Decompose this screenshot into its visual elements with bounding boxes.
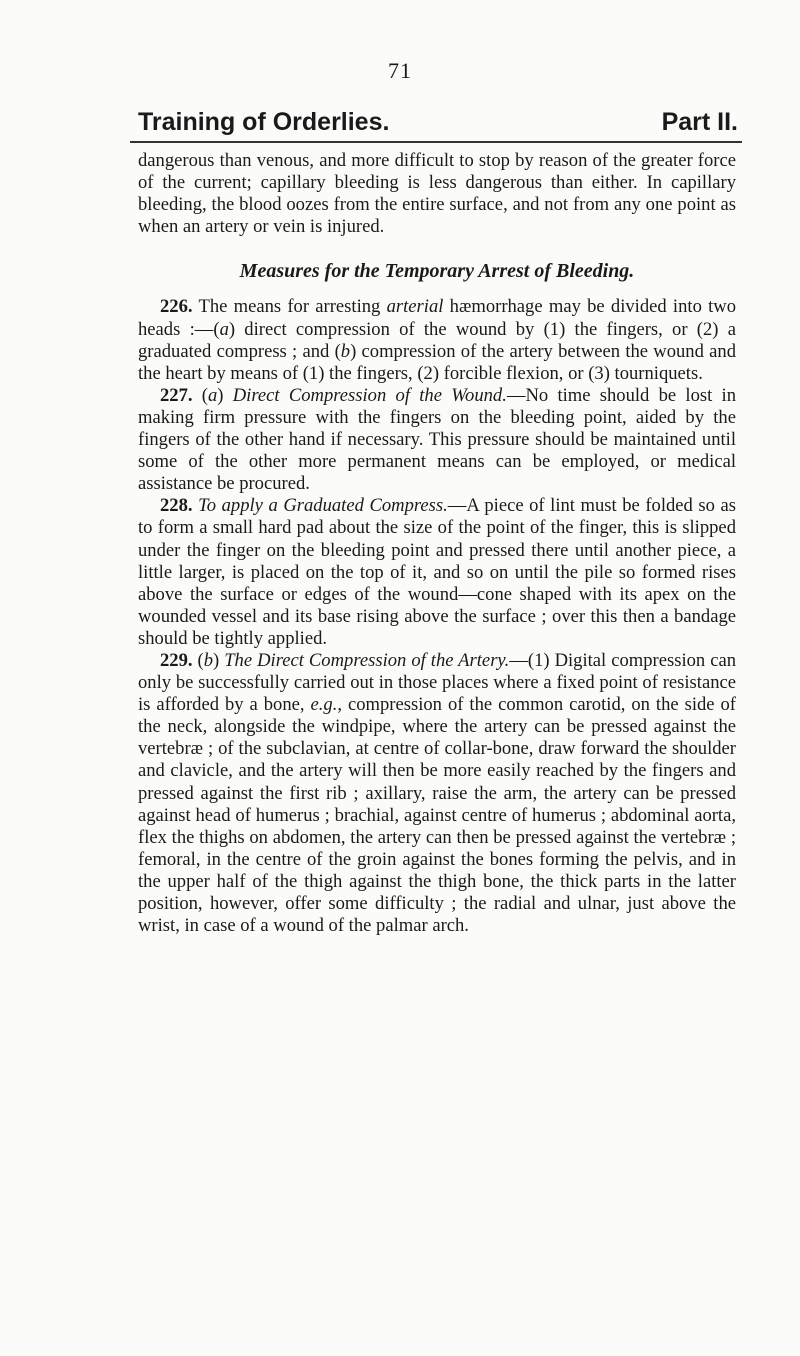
page-number: 71 [388, 58, 412, 83]
paragraph-229: 229. (b) The Direct Compression of the Artery.—(1) Digital compression can only be successfully carried out in those places where a fixed point of resistance is afforded by a bone, e.g., compression of the common carotid, on the side of the neck, alongside the windpipe, where the artery can be pressed against the vertebræ ; of the subclavian, at centre of collar-bone, draw forward the shoulder and clavicle, and the artery will then be more easily reached by the fingers and pressed against the first rib ; axillary, raise the arm, the artery can be pressed against head of humerus ; brachial, against centre of humerus ; abdominal aorta, flex the thighs on abdomen, the artery can then be pressed against the vertebræ ; femoral, in the centre of the groin against the bones forming the pelvis, and in the upper half of the thigh against the thigh bone, the thick parts in the latter position, however, offer some difficulty ; the radial and ulnar, just above the wrist, in case of a wound of the palmar arch. [138, 649, 737, 937]
paragraph-number: 227. [160, 384, 193, 406]
body-text [138, 150, 736, 937]
paragraph-number: 229. [160, 649, 193, 671]
paragraph-227: 227. (a) Direct Compression of the Wound.—No time should be lost in making firm pressure with the fingers on the bleeding point, aided by the fingers of the other hand if necessary. This pressure should be maintained until some of the other more permanent means can be employed, or medical assistance be procured. [138, 384, 736, 495]
paragraph-number: 226. [160, 296, 193, 318]
running-header-part: Part II. [661, 108, 738, 136]
running-header-title: Training of Orderlies. [138, 108, 390, 136]
section-heading: Measures for the Temporary Arrest of Bleeding. [239, 260, 635, 283]
intro-paragraph: dangerous than venous, and more difficult to stop by reason of the greater force of the current; capillary bleeding is less dangerous than either. In capillary bleeding, the blood oozes from the entire surface, and not from any one point as when an artery or vein is injured. [138, 150, 736, 238]
paragraph-228: 228. To apply a Graduated Compress.—A piece of lint must be folded so as to form a small hard pad about the size of the point of the finger, this is slipped under the finger on the bleeding point and pressed there until another piece, a little larger, is placed on the top of it, and so on until the pile so formed rises above the surface or edges of the wound—cone shaped with its apex on the wounded vessel and its base rising above the surface ; over this then a bandage should be tightly applied. [138, 495, 736, 649]
paragraph-number: 228. [160, 495, 193, 517]
header-rule [130, 141, 742, 143]
paragraph-226: 226. The means for arresting arterial hæmorrhage may be divided into two heads :—(a) direct compression of the wound by (1) the fingers, or (2) a graduated compress ; and (b) compression of the artery between the wound and the heart by means of (1) the fingers, (2) forcible flexion, or (3) tourniquets. [138, 296, 737, 384]
running-header [138, 108, 738, 140]
